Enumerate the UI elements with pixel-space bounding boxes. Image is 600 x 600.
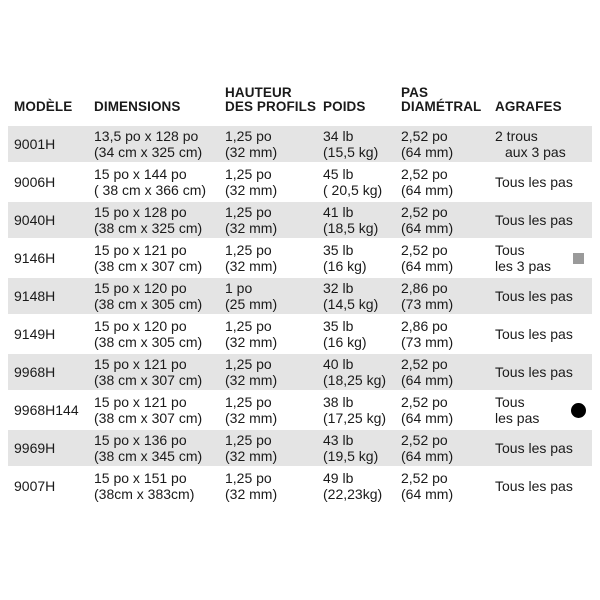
cell-pas <box>395 429 489 467</box>
cell-dimensions <box>88 391 219 429</box>
cell-hauteur <box>219 391 317 429</box>
cell-hauteur-line1: 1 po <box>225 280 253 296</box>
cell-poids <box>317 201 395 239</box>
header-pas-line1: PAS <box>401 85 429 100</box>
cell-dimensions-line1: 15 po x 128 po <box>94 204 187 220</box>
cell-poids-line1: 45 lb <box>323 166 354 182</box>
cell-dimensions-line1: 13,5 po x 128 po <box>94 128 199 144</box>
header-hauteur <box>219 86 317 125</box>
cell-hauteur-line2: (32 mm) <box>225 448 278 464</box>
cell-dimensions-line2: (38 cm x 345 cm) <box>94 448 203 464</box>
cell-poids <box>317 353 395 391</box>
cell-dimensions-line2: (38 cm x 307 cm) <box>94 410 203 426</box>
cell-model <box>8 315 88 353</box>
cell-agrafes <box>489 239 592 277</box>
table-row <box>8 201 592 239</box>
cell-dimensions <box>88 239 219 277</box>
cell-pas-line1: 2,86 po <box>401 318 448 334</box>
cell-dimensions-line1: 15 po x 120 po <box>94 318 187 334</box>
cell-agrafes <box>489 277 592 315</box>
cell-agrafes-line1: Tous les pas <box>495 478 573 494</box>
cell-model <box>8 125 88 163</box>
cell-model <box>8 277 88 315</box>
table-row <box>8 315 592 353</box>
cell-poids-line1: 43 lb <box>323 432 354 448</box>
cell-hauteur <box>219 239 317 277</box>
cell-hauteur-line1: 1,25 po <box>225 204 272 220</box>
cell-poids-line2: (18,5 kg) <box>323 220 379 236</box>
cell-agrafes-line2: les pas <box>495 410 540 426</box>
cell-agrafes <box>489 201 592 239</box>
cell-dimensions-line2: (38 cm x 307 cm) <box>94 372 203 388</box>
cell-dimensions-line1: 15 po x 144 po <box>94 166 187 182</box>
cell-poids <box>317 391 395 429</box>
cell-model-line1: 9968H144 <box>14 402 79 418</box>
cell-agrafes-line1: Tous les pas <box>495 174 573 190</box>
cell-hauteur-line2: (32 mm) <box>225 372 278 388</box>
table-header-row <box>8 86 592 125</box>
cell-pas <box>395 239 489 277</box>
cell-model <box>8 353 88 391</box>
cell-pas-line2: (73 mm) <box>401 334 454 350</box>
cell-pas <box>395 467 489 505</box>
cell-agrafes-line1: Tous les pas <box>495 288 573 304</box>
cell-agrafes-line1: Tous les pas <box>495 326 573 342</box>
cell-pas-line2: (64 mm) <box>401 410 454 426</box>
cell-model-line1: 9968H <box>14 364 56 380</box>
header-dimensions: DIMENSIONS <box>94 99 181 114</box>
header-hauteur-line2: DES PROFILS <box>225 99 317 114</box>
cell-poids <box>317 125 395 163</box>
cell-pas-line1: 2,52 po <box>401 128 448 144</box>
cell-model <box>8 467 88 505</box>
cell-dimensions-line1: 15 po x 136 po <box>94 432 187 448</box>
spec-table-container <box>8 86 592 506</box>
cell-pas-line2: (64 mm) <box>401 182 454 198</box>
cell-hauteur <box>219 201 317 239</box>
cell-hauteur <box>219 163 317 201</box>
cell-model-line1: 9148H <box>14 288 56 304</box>
cell-hauteur-line1: 1,25 po <box>225 318 272 334</box>
cell-model <box>8 201 88 239</box>
cell-dimensions <box>88 429 219 467</box>
cell-agrafes-line1: Tous <box>495 394 525 410</box>
black-circle-marker-icon <box>571 403 586 418</box>
cell-pas-line2: (64 mm) <box>401 220 454 236</box>
cell-pas-line2: (64 mm) <box>401 144 454 160</box>
cell-agrafes-line2: les 3 pas <box>495 258 552 274</box>
gray-square-marker-icon <box>573 253 584 264</box>
cell-hauteur <box>219 315 317 353</box>
cell-poids-line1: 34 lb <box>323 128 354 144</box>
cell-hauteur-line1: 1,25 po <box>225 128 272 144</box>
cell-dimensions <box>88 315 219 353</box>
cell-hauteur-line1: 1,25 po <box>225 356 272 372</box>
cell-agrafes <box>489 315 592 353</box>
cell-poids-line2: (14,5 kg) <box>323 296 379 312</box>
cell-pas-line1: 2,52 po <box>401 356 448 372</box>
cell-dimensions-line2: (38 cm x 305 cm) <box>94 334 203 350</box>
cell-pas-line1: 2,52 po <box>401 394 448 410</box>
cell-model-line1: 9040H <box>14 212 56 228</box>
header-modele: MODÈLE <box>14 99 73 114</box>
cell-model <box>8 429 88 467</box>
cell-dimensions-line2: (38cm x 383cm) <box>94 486 195 502</box>
cell-pas-line1: 2,52 po <box>401 204 448 220</box>
cell-poids-line2: ( 20,5 kg) <box>323 182 383 198</box>
cell-pas-line1: 2,52 po <box>401 470 448 486</box>
cell-pas <box>395 201 489 239</box>
cell-poids-line1: 32 lb <box>323 280 354 296</box>
cell-hauteur <box>219 353 317 391</box>
cell-poids-line2: (19,5 kg) <box>323 448 379 464</box>
table-row <box>8 467 592 505</box>
table-row <box>8 277 592 315</box>
cell-agrafes <box>489 467 592 505</box>
cell-dimensions-line2: ( 38 cm x 366 cm) <box>94 182 207 198</box>
cell-pas-line2: (64 mm) <box>401 372 454 388</box>
cell-poids-line2: (16 kg) <box>323 334 367 350</box>
cell-dimensions-line2: (38 cm x 307 cm) <box>94 258 203 274</box>
cell-poids-line2: (15,5 kg) <box>323 144 379 160</box>
cell-agrafes <box>489 353 592 391</box>
cell-poids-line1: 35 lb <box>323 318 354 334</box>
cell-hauteur-line2: (32 mm) <box>225 258 278 274</box>
cell-agrafes-line1: Tous les pas <box>495 364 573 380</box>
cell-hauteur-line1: 1,25 po <box>225 432 272 448</box>
cell-dimensions-line2: (38 cm x 325 cm) <box>94 220 203 236</box>
spec-table <box>8 86 592 506</box>
cell-hauteur-line1: 1,25 po <box>225 242 272 258</box>
cell-dimensions <box>88 353 219 391</box>
table-row <box>8 429 592 467</box>
table-row <box>8 391 592 429</box>
header-pas <box>395 86 489 125</box>
cell-pas <box>395 125 489 163</box>
cell-hauteur-line2: (32 mm) <box>225 220 278 236</box>
header-poids: POIDS <box>323 99 366 114</box>
cell-pas-line1: 2,86 po <box>401 280 448 296</box>
cell-poids <box>317 467 395 505</box>
cell-pas <box>395 277 489 315</box>
cell-hauteur <box>219 429 317 467</box>
cell-dimensions <box>88 277 219 315</box>
cell-pas-line2: (73 mm) <box>401 296 454 312</box>
cell-hauteur <box>219 277 317 315</box>
cell-agrafes-line1: 2 trous <box>495 128 538 144</box>
header-hauteur-line1: HAUTEUR <box>225 85 292 100</box>
cell-pas <box>395 315 489 353</box>
cell-hauteur-line2: (32 mm) <box>225 182 278 198</box>
cell-model-line1: 9146H <box>14 250 56 266</box>
cell-poids-line1: 35 lb <box>323 242 354 258</box>
cell-poids <box>317 239 395 277</box>
cell-dimensions-line1: 15 po x 120 po <box>94 280 187 296</box>
cell-dimensions <box>88 125 219 163</box>
cell-pas-line2: (64 mm) <box>401 448 454 464</box>
table-body <box>8 125 592 505</box>
cell-hauteur-line2: (32 mm) <box>225 410 278 426</box>
cell-hauteur-line1: 1,25 po <box>225 470 272 486</box>
header-pas-line2: DIAMÉTRAL <box>401 99 482 114</box>
cell-poids <box>317 429 395 467</box>
table-row <box>8 163 592 201</box>
cell-hauteur <box>219 125 317 163</box>
cell-hauteur-line1: 1,25 po <box>225 166 272 182</box>
cell-agrafes <box>489 429 592 467</box>
cell-agrafes-line1: Tous les pas <box>495 212 573 228</box>
cell-dimensions-line2: (34 cm x 325 cm) <box>94 144 203 160</box>
cell-agrafes <box>489 391 592 429</box>
cell-agrafes-line2: aux 3 pas <box>505 144 566 160</box>
cell-model-line1: 9007H <box>14 478 56 494</box>
cell-model-line1: 9006H <box>14 174 56 190</box>
cell-poids-line2: (17,25 kg) <box>323 410 387 426</box>
cell-pas-line1: 2,52 po <box>401 432 448 448</box>
cell-dimensions <box>88 163 219 201</box>
cell-poids-line1: 49 lb <box>323 470 354 486</box>
cell-poids-line2: (18,25 kg) <box>323 372 387 388</box>
cell-agrafes <box>489 163 592 201</box>
table-row <box>8 239 592 277</box>
cell-dimensions-line1: 15 po x 121 po <box>94 242 187 258</box>
table-row <box>8 125 592 163</box>
cell-poids-line2: (16 kg) <box>323 258 367 274</box>
cell-model-line1: 9149H <box>14 326 56 342</box>
cell-pas <box>395 391 489 429</box>
cell-dimensions-line1: 15 po x 121 po <box>94 356 187 372</box>
cell-dimensions-line2: (38 cm x 305 cm) <box>94 296 203 312</box>
cell-poids <box>317 163 395 201</box>
cell-pas-line2: (64 mm) <box>401 258 454 274</box>
cell-poids-line2: (22,23kg) <box>323 486 383 502</box>
cell-poids-line1: 38 lb <box>323 394 354 410</box>
cell-dimensions-line1: 15 po x 121 po <box>94 394 187 410</box>
cell-model-line1: 9001H <box>14 136 56 152</box>
cell-pas <box>395 353 489 391</box>
cell-hauteur-line2: (32 mm) <box>225 334 278 350</box>
cell-hauteur <box>219 467 317 505</box>
cell-dimensions <box>88 467 219 505</box>
cell-pas <box>395 163 489 201</box>
cell-model <box>8 239 88 277</box>
table-row <box>8 353 592 391</box>
cell-pas-line1: 2,52 po <box>401 166 448 182</box>
cell-dimensions <box>88 201 219 239</box>
cell-agrafes-line1: Tous <box>495 242 525 258</box>
cell-agrafes <box>489 125 592 163</box>
cell-hauteur-line2: (25 mm) <box>225 296 278 312</box>
cell-agrafes-line1: Tous les pas <box>495 440 573 456</box>
cell-hauteur-line1: 1,25 po <box>225 394 272 410</box>
cell-model-line1: 9969H <box>14 440 56 456</box>
cell-hauteur-line2: (32 mm) <box>225 486 278 502</box>
cell-poids-line1: 41 lb <box>323 204 354 220</box>
cell-pas-line1: 2,52 po <box>401 242 448 258</box>
cell-model <box>8 391 88 429</box>
cell-model <box>8 163 88 201</box>
cell-pas-line2: (64 mm) <box>401 486 454 502</box>
cell-poids <box>317 277 395 315</box>
cell-dimensions-line1: 15 po x 151 po <box>94 470 187 486</box>
header-agrafes: AGRAFES <box>495 99 562 114</box>
cell-hauteur-line2: (32 mm) <box>225 144 278 160</box>
cell-poids <box>317 315 395 353</box>
cell-poids-line1: 40 lb <box>323 356 354 372</box>
